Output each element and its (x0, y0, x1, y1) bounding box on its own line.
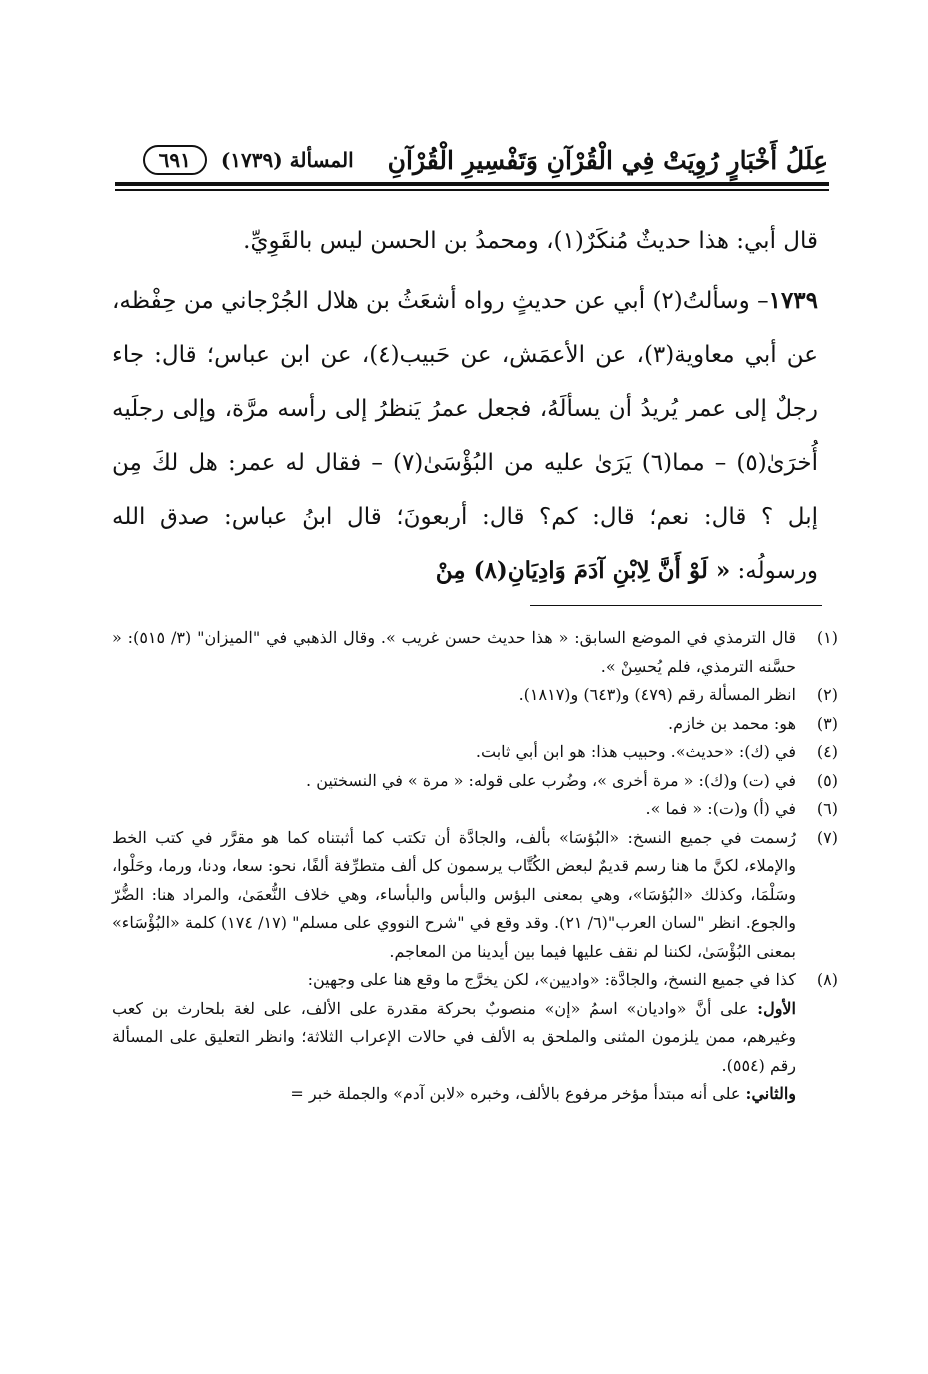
footnote-number: (٤) (816, 742, 838, 761)
main-text (112, 214, 818, 598)
footnote (112, 767, 838, 796)
footnote-text: هو: محمد بن خازم. (667, 713, 796, 733)
footnote (112, 795, 838, 824)
footnote (112, 738, 838, 767)
footnote-text: في (ك): «حديث». وحبيب هذا: هو ابن أبي ثابت. (475, 742, 796, 761)
footnote-number: (١) (816, 628, 838, 647)
footnote (112, 624, 838, 681)
header-rule-thick (115, 182, 829, 186)
footnote-number: (٦) (816, 799, 838, 818)
footnote-separator (530, 605, 822, 606)
footnote-first-aspect (112, 995, 796, 1081)
entry-number: ١٧٣٩ (768, 287, 819, 314)
footnote-text: في (ت) و(ك): « مرة أخرى »، وضُرب على قوله: « مرة » في النسختين . (306, 770, 796, 790)
entry-quote: « لَوْ أَنَّ لِابْنِ آدَمَ وَادِيَانِ(٨) مِنْ (435, 557, 731, 584)
footnote-number: (٧) (816, 827, 838, 847)
page-number: ٦٩١ (143, 145, 207, 175)
footnote-text: قال الترمذي في الموضع السابق: « هذا حديث حسن غريب ». وقال الذهبي في "الميزان" (٣/ ٥١٥): « حسَّنه الترمذي، فلم يُحسِنْ ». (112, 628, 797, 676)
first-aspect-text: على أنَّ «واديان» اسمُ «إن» منصوبٌ بحركة مقدرة على الألف، على لغة بلحارث بن كعب وغيرهم، ممن يلزمون المثنى والملحق به الألف في حالات الإعراب الثلاثة؛ وانظر التعليق على المسألة رقم (٥٥٤). (112, 998, 796, 1075)
footnote-text: انظر المسألة رقم (٤٧٩) و(٦٤٣) و(١٨١٧). (518, 685, 796, 704)
first-aspect-label: الأول: (757, 998, 796, 1018)
footnote-text: كذا في جميع النسخ، والجادَّة: «واديين»، لكن يخرَّج ما وقع هنا على وجهين: (307, 970, 796, 989)
footnote-second-aspect (112, 1080, 796, 1109)
second-aspect-label: والثاني: (745, 1084, 796, 1103)
footnote-text: في (أ) و(ت): « فما ». (645, 799, 796, 818)
footnotes (112, 624, 838, 1109)
entry-text: – وسألتُ(٢) أبي عن حديثٍ رواه أشعَثُ بن هلال الجُرْجاني من حِفْظه، عن أبي معاوية(٣)، عن الأعمَش، عن حَبيب(٤)، عن ابن عباس؛ قال: جاء رجلٌ إلى عمر يُريدُ أن يسألَهُ، فجعل عمرُ يَنظرُ إلى رأسه مرَّة، وإلى رجلَيه أُخرَىٰ(٥) – مما(٦) يَرَىٰ عليه من البُؤْسَىٰ(٧) – فقال له عمر: هل لكَ مِن إبل ؟ قال: نعم؛ قال: كم؟ قال: أربعونَ؛ قال ابنُ عباس: صدق الله ورسولُه: (112, 288, 818, 584)
second-aspect-text: على أنه مبتدأ مؤخر مرفوع بالألف، وخبره «لابن آدم» والجملة خبر = (290, 1084, 741, 1103)
footnote (112, 681, 838, 710)
footnote-number: (٥) (816, 770, 838, 790)
footnote-number: (٣) (816, 713, 838, 733)
footnote (112, 824, 838, 967)
footnote-number: (٢) (816, 685, 838, 704)
paragraph-entry (112, 274, 818, 598)
footnote-number: (٨) (816, 970, 838, 989)
footnote-text: رُسمت في جميع النسخ: «البُؤسَا» بألف، والجادَّة أن تكتب كما أثبتناه كما هو مقرَّر في كتب الخط والإملاء، لكنَّ ما هنا رسم قديمٌ لبعض الكُتَّاب يرسمون كل ألف متطرِّفة ألفًا، نحو: سعا، ودنا، ورما، وحَلْوا، وسَلْمَا، وكذلك «البُؤسَا»، وهي بمعنى البؤس والبأس والبأساء، وهي خلاف النُّعمَىٰ، والمراد هنا: الضُّرّ والجوع. انظر "لسان العرب"(٦/ ٢١). وقد وقع في "شرح النووي على مسلم" (١٧/ ١٧٤) كلمة «البُؤْسَاء» بمعنى البُؤْسَىٰ، لكننا لم نقف عليها فيما بين أيدينا من المعاجم. (112, 827, 797, 961)
paragraph-opening: قال أبي: هذا حديثٌ مُنكَرٌ(١)، ومحمدُ بن الحسن ليس بالقَوِيِّ. (243, 228, 818, 254)
book-title: عِلَلُ أَخْبَارٍ رُوِيَتْ فِي الْقُرْآنِ وَتَفْسِيرِ الْقُرْآنِ (387, 145, 828, 175)
header-rule-thin (115, 189, 829, 191)
issue-label: المسألة (١٧٣٩) (220, 148, 354, 172)
footnote (112, 710, 838, 739)
running-header (112, 138, 828, 182)
footnote (112, 966, 838, 1109)
